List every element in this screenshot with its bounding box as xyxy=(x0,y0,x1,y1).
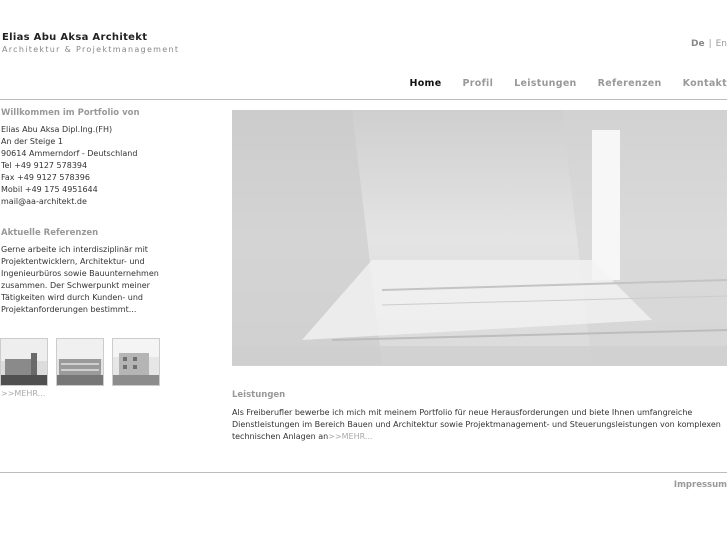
contact-tel: Tel +49 9127 578394 xyxy=(1,161,88,170)
hero-image xyxy=(232,110,727,366)
header-divider xyxy=(0,99,727,100)
main-nav xyxy=(388,78,727,89)
contact-fax: Fax +49 9127 578396 xyxy=(1,173,90,182)
lang-de-link[interactable]: De xyxy=(690,39,705,49)
services-more-link[interactable]: >>MEHR... xyxy=(328,432,373,441)
references-text: Gerne arbeite ich interdisziplinär mit Projektentwicklern, Architektur- und Ingenieurbüros sowie Bauunternehmen zusammen. Der Schwerpunkt meiner Tätigkeiten wird durch Kunden- und Projektanforderungen bestimmt... xyxy=(1,245,159,314)
reference-thumbnail-2[interactable] xyxy=(56,338,104,386)
services-text: Als Freiberufler bewerbe ich mich mit meinem Portfolio für neue Herausforderungen und biete Ihnen umfangreiche Dienstleistungen im Bereich Bauen und Architektur sowie Projektmanagement- und Steuerungsleistungen von komplexen technischen Anlagen an xyxy=(232,408,721,441)
welcome-heading: Willkommen im Portfolio von xyxy=(1,108,140,118)
lang-en-link[interactable]: En xyxy=(715,39,727,49)
services-heading: Leistungen xyxy=(232,390,286,400)
contact-mobile[interactable]: Mobil +49 175 4951644 xyxy=(1,185,98,194)
reference-thumbnail-1[interactable] xyxy=(0,338,48,386)
impressum-link[interactable]: Impressum xyxy=(673,480,727,490)
site-subtitle: Architektur & Projektmanagement xyxy=(2,45,180,54)
nav-profil[interactable]: Profil xyxy=(462,78,494,89)
lang-separator: | xyxy=(708,39,712,49)
contact-city: 90614 Ammerndorf - Deutschland xyxy=(1,149,138,158)
contact-block xyxy=(1,124,137,208)
reference-thumbnails xyxy=(0,338,160,386)
language-switcher xyxy=(691,39,727,49)
site-title: Elias Abu Aksa Architekt xyxy=(2,32,148,43)
contact-street: An der Steige 1 xyxy=(1,137,63,146)
references-heading: Aktuelle Referenzen xyxy=(1,228,99,238)
references-more-link[interactable]: >>MEHR... xyxy=(1,389,46,398)
nav-leistungen[interactable]: Leistungen xyxy=(514,78,577,89)
nav-kontakt[interactable]: Kontakt xyxy=(682,78,727,89)
services-text-block xyxy=(232,407,724,443)
contact-email[interactable]: mail@aa-architekt.de xyxy=(1,197,87,206)
reference-thumbnail-3[interactable] xyxy=(112,338,160,386)
nav-referenzen[interactable]: Referenzen xyxy=(597,78,662,89)
nav-home[interactable]: Home xyxy=(409,78,442,89)
footer-divider xyxy=(0,472,727,473)
contact-name: Elias Abu Aksa Dipl.Ing.(FH) xyxy=(1,125,113,134)
